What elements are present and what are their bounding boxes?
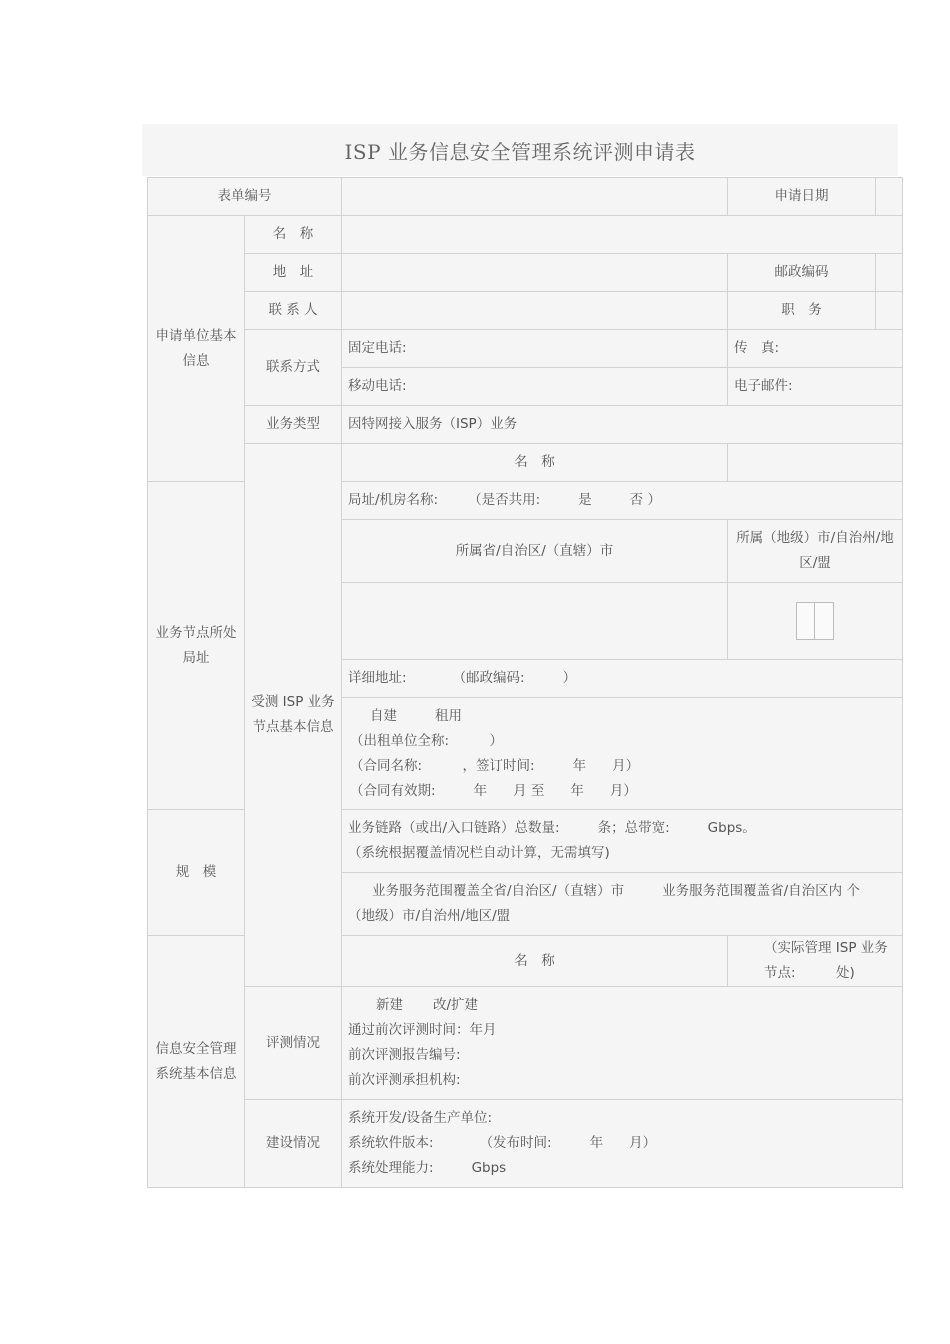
- apply-date-label: 申请日期: [728, 178, 876, 216]
- expand-option[interactable]: 改/扩建: [433, 997, 479, 1013]
- node-name-label: 名 称: [342, 444, 728, 482]
- shared-no-option[interactable]: 否 ）: [629, 492, 661, 508]
- links-unit: 条；总带宽:: [597, 820, 670, 836]
- node-location-label: 业务节点所处局址: [148, 482, 245, 810]
- section-node-info-label: 受测 ISP 业务节点基本信息: [245, 444, 342, 987]
- city-field[interactable]: [728, 583, 903, 660]
- city-checkboxes[interactable]: [796, 602, 834, 640]
- bandwidth-unit: Gbps。: [707, 820, 756, 836]
- contract-line: （合同名称: ，签订时间:: [350, 757, 535, 774]
- landline-field[interactable]: [342, 330, 728, 368]
- city-label: 所属（地级）市/自治州/地区/盟: [728, 520, 903, 583]
- validity-label: （合同有效期:: [350, 782, 436, 799]
- detail-postcode-label: （邮政编码:: [452, 670, 525, 686]
- email-label: 电子邮件:: [734, 378, 793, 394]
- lessor-line: （出租单位全称: ）: [350, 732, 504, 749]
- application-form: [147, 177, 903, 1188]
- capacity-label: 系统处理能力:: [348, 1160, 434, 1176]
- applicant-name-field[interactable]: [342, 216, 903, 254]
- prev-eval-org: 前次评测承担机构:: [348, 1072, 461, 1088]
- coverage-partial-tail: （地级）市/自治州/地区/盟: [348, 908, 511, 924]
- position-field[interactable]: [876, 292, 903, 330]
- prev-eval-time: 通过前次评测时间：年月: [348, 1022, 497, 1038]
- prev-report-no: 前次评测报告编号:: [348, 1047, 461, 1063]
- form-no-field[interactable]: [342, 178, 728, 216]
- applicant-name-label: 名 称: [245, 216, 342, 254]
- apply-date-field[interactable]: [876, 178, 903, 216]
- landline-label: 固定电话:: [348, 340, 407, 356]
- coverage-row[interactable]: [342, 873, 903, 936]
- province-label: 所属省/自治区/（直辖）市: [342, 520, 728, 583]
- city-box-right[interactable]: [814, 602, 834, 640]
- contact-person-label: 联 系 人: [245, 292, 342, 330]
- eval-status-label: 评测情况: [245, 987, 342, 1100]
- new-build-option[interactable]: 新建: [376, 997, 403, 1013]
- capacity-unit: Gbps: [471, 1160, 507, 1176]
- build-status-field[interactable]: [342, 1100, 903, 1188]
- software-version-label: 系统软件版本:: [348, 1135, 434, 1151]
- ownership-row[interactable]: [342, 698, 903, 810]
- form-no-label: 表单编号: [148, 178, 342, 216]
- section-isms-info-label: 信息安全管理系统基本信息: [148, 936, 245, 1188]
- section-applicant-info-label: 申请单位基本信息: [148, 216, 245, 482]
- shared-yes-option[interactable]: 是: [578, 492, 592, 508]
- biz-type-value: 因特网接入服务（ISP）业务: [342, 406, 903, 444]
- links-label: 业务链路（或出/入口链路）总数量:: [348, 820, 560, 836]
- fax-field[interactable]: [728, 330, 903, 368]
- validity-month2: 月）: [609, 782, 637, 799]
- contact-method-label: 联系方式: [245, 330, 342, 406]
- applicant-address-field[interactable]: [342, 254, 728, 292]
- detail-postcode-close: ）: [562, 670, 577, 686]
- position-label: 职 务: [728, 292, 876, 330]
- coverage-full-option[interactable]: 业务服务范围覆盖全省/自治区/（直辖）市: [372, 883, 625, 899]
- contract-year: 年: [572, 757, 587, 774]
- scale-label: 规 模: [148, 810, 245, 936]
- coverage-partial-option[interactable]: 业务服务范围覆盖省/自治区内 个: [662, 883, 860, 899]
- developer-label: 系统开发/设备生产单位:: [348, 1110, 493, 1126]
- auto-calc-note: （系统根据覆盖情况栏自动计算，无需填写): [348, 845, 610, 861]
- links-row[interactable]: [342, 810, 903, 873]
- isms-name-label: 名 称: [342, 936, 728, 987]
- validity-year2: 年: [570, 782, 584, 799]
- mobile-field[interactable]: [342, 368, 728, 406]
- biz-type-label: 业务类型: [245, 406, 342, 444]
- eval-status-field[interactable]: [342, 987, 903, 1100]
- shared-label: （是否共用:: [468, 492, 541, 508]
- build-status-label: 建设情况: [245, 1100, 342, 1188]
- site-name-row[interactable]: [342, 482, 903, 520]
- page-title: ISP 业务信息安全管理系统评测申请表: [344, 140, 696, 164]
- site-name-label: 局址/机房名称:: [348, 492, 439, 508]
- release-month: 月）: [629, 1135, 657, 1151]
- contract-month: 月）: [612, 757, 640, 774]
- postcode-field[interactable]: [876, 254, 903, 292]
- detail-address-label: 详细地址:: [348, 670, 407, 686]
- applicant-address-label: 地 址: [245, 254, 342, 292]
- detail-address-row[interactable]: [342, 660, 903, 698]
- email-field[interactable]: [728, 368, 903, 406]
- mobile-label: 移动电话:: [348, 378, 407, 394]
- rent-option[interactable]: 租用: [435, 707, 462, 724]
- self-build-option[interactable]: 自建: [370, 707, 397, 724]
- city-box-left[interactable]: [796, 602, 816, 640]
- province-field[interactable]: [342, 583, 728, 660]
- validity-year1: 年: [473, 782, 488, 799]
- release-year: 年: [589, 1135, 604, 1151]
- postcode-label: 邮政编码: [728, 254, 876, 292]
- node-name-field[interactable]: [728, 444, 903, 482]
- fax-label: 传 真:: [734, 340, 780, 356]
- release-time-label: （发布时间:: [479, 1135, 552, 1151]
- contact-person-field[interactable]: [342, 292, 728, 330]
- managed-nodes-field[interactable]: （实际管理 ISP 业务节点: 处): [728, 936, 903, 987]
- validity-month-to: 月 至: [513, 782, 545, 799]
